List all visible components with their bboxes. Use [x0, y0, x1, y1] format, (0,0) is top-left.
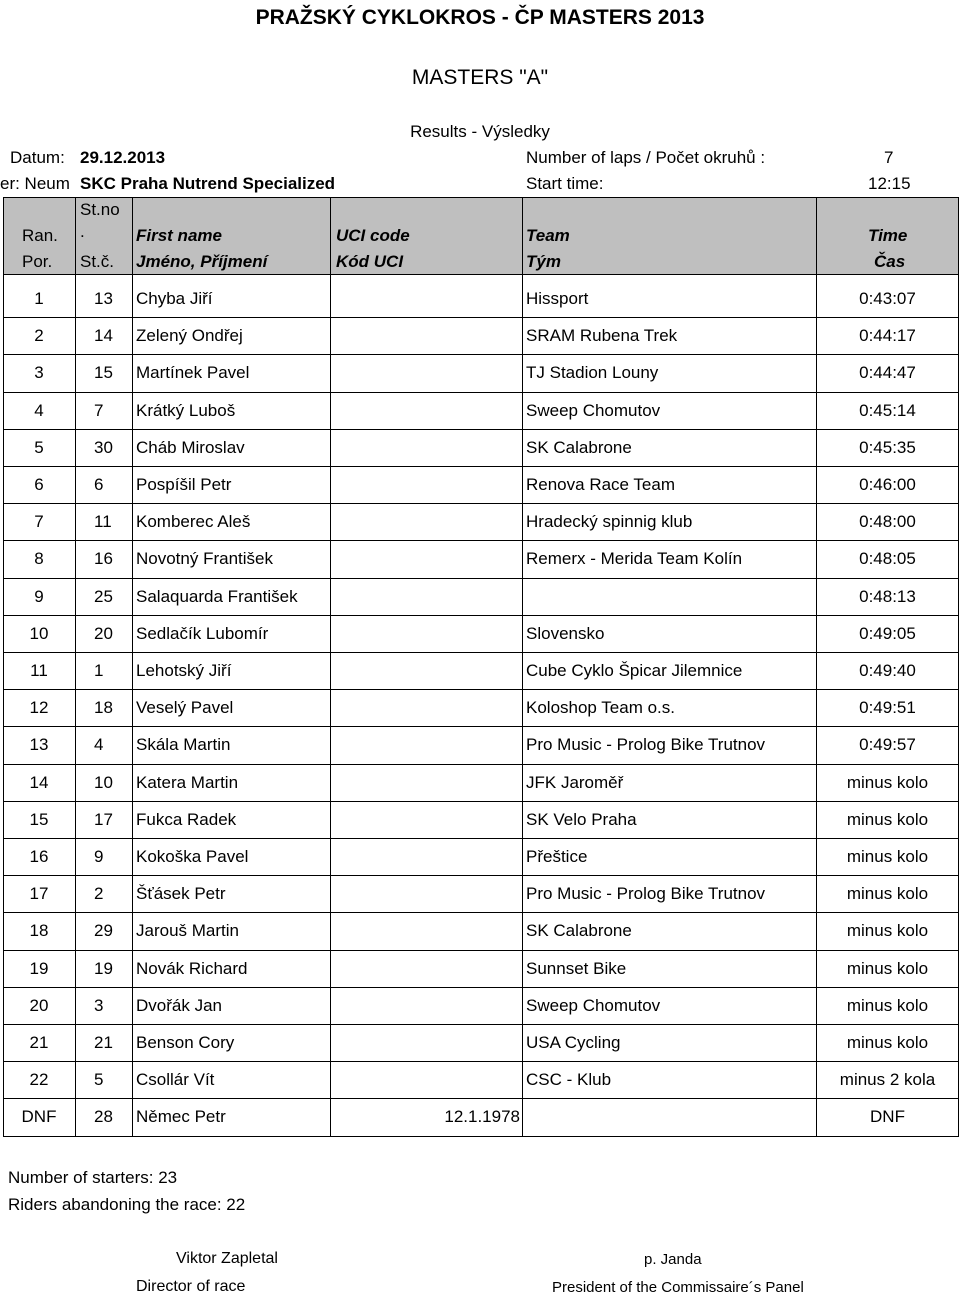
- rider-name-cell: Jarouš Martin: [136, 921, 239, 941]
- col-team-cz: Tým: [526, 252, 561, 271]
- col-team-en: Team: [526, 226, 570, 245]
- col-rank-cz: Por.: [22, 252, 53, 271]
- start-number-cell: 7: [94, 400, 104, 420]
- date-value: 29.12.2013: [80, 148, 166, 167]
- laps-label: Number of laps / Počet okruhů :: [526, 148, 766, 167]
- rank-cell: 10: [29, 623, 49, 643]
- rider-name-cell: Salaquarda František: [136, 586, 298, 606]
- start-value: 12:15: [868, 174, 911, 193]
- time-cell: minus kolo: [846, 809, 929, 829]
- time-cell: 0:48:00: [859, 512, 916, 532]
- team-cell: Renova Race Team: [526, 475, 675, 494]
- rank-cell: 20: [29, 995, 49, 1015]
- start-number-cell: 2: [94, 884, 104, 904]
- col-time-en: Time: [868, 226, 908, 245]
- col-no-cz: St.č.: [80, 252, 115, 271]
- start-label: Start time:: [526, 174, 604, 193]
- rank-cell: 7: [34, 512, 44, 532]
- team-cell: Sunnset Bike: [526, 958, 627, 978]
- starters-count: Number of starters: 23: [8, 1168, 178, 1187]
- time-cell: 0:48:05: [859, 549, 916, 569]
- time-cell: 0:46:00: [859, 475, 916, 494]
- column-divider: [75, 197, 76, 1137]
- rider-name-cell: Fukca Radek: [136, 809, 237, 829]
- rank-cell: 22: [29, 1070, 49, 1090]
- start-number-cell: 16: [94, 549, 113, 569]
- time-cell: minus kolo: [846, 847, 929, 866]
- rider-name-cell: Katera Martin: [136, 772, 239, 792]
- document-title: PRAŽSKÝ CYKLOKROS - ČP MASTERS 2013: [255, 6, 705, 29]
- start-number-cell: 6: [94, 475, 104, 494]
- rank-cell: 1: [34, 289, 44, 308]
- team-cell: USA Cycling: [526, 1033, 621, 1052]
- rider-name-cell: Dvořák Jan: [136, 995, 222, 1015]
- col-no-en-top: St.no: [80, 200, 120, 219]
- team-cell: SK Calabrone: [526, 921, 632, 941]
- start-number-cell: 18: [94, 698, 113, 718]
- rank-cell: 3: [34, 363, 44, 383]
- team-cell: Cube Cyklo Špicar Jilemnice: [526, 661, 743, 680]
- column-divider: [330, 197, 331, 1137]
- time-cell: 0:44:17: [859, 326, 916, 346]
- col-uci-en: UCI code: [336, 226, 410, 245]
- rider-name-cell: Novák Richard: [136, 958, 248, 978]
- rider-name-cell: Komberec Aleš: [136, 512, 251, 532]
- time-cell: minus kolo: [846, 1033, 929, 1052]
- team-cell: Slovensko: [526, 623, 605, 643]
- rank-cell: 4: [34, 400, 44, 420]
- start-number-cell: 21: [94, 1033, 113, 1052]
- rank-cell: 16: [29, 847, 49, 866]
- team-cell: Pro Music - Prolog Bike Trutnov: [526, 735, 766, 755]
- start-number-cell: 14: [94, 326, 113, 346]
- director-name: Viktor Zapletal: [176, 1250, 278, 1267]
- rank-cell: DNF: [21, 1107, 57, 1127]
- column-divider: [522, 197, 523, 1137]
- rank-cell: 17: [29, 884, 49, 904]
- team-cell: Hissport: [526, 289, 589, 308]
- team-cell: Koloshop Team o.s.: [526, 698, 675, 718]
- rider-name-cell: Krátký Luboš: [136, 400, 236, 420]
- rider-name-cell: Veselý Pavel: [136, 698, 234, 718]
- rank-cell: 19: [29, 958, 49, 978]
- start-number-cell: 29: [94, 921, 113, 941]
- rider-name-cell: Csollár Vít: [136, 1070, 215, 1090]
- col-rank-en: Ran.: [22, 226, 58, 245]
- start-number-cell: 13: [94, 289, 113, 308]
- rider-name-cell: Chyba Jiří: [136, 289, 213, 308]
- rank-cell: 2: [34, 326, 44, 346]
- director-role: Director of race: [136, 1278, 246, 1295]
- organizer-value: SKC Praha Nutrend Specialized: [80, 174, 336, 193]
- uci-code-cell: 12.1.1978: [444, 1107, 520, 1127]
- col-name-cz: Jméno, Příjmení: [136, 252, 268, 271]
- rider-name-cell: Šťásek Petr: [136, 884, 226, 904]
- start-number-cell: 25: [94, 586, 113, 606]
- start-number-cell: 9: [94, 847, 104, 866]
- rank-cell: 8: [34, 549, 44, 569]
- time-cell: DNF: [870, 1107, 905, 1127]
- col-name-en: First name: [136, 226, 222, 245]
- start-number-cell: 20: [94, 623, 113, 643]
- time-cell: minus kolo: [846, 995, 929, 1015]
- start-number-cell: 19: [94, 958, 113, 978]
- column-divider: [3, 197, 4, 1137]
- start-number-cell: 17: [94, 809, 113, 829]
- rider-name-cell: Novotný František: [136, 549, 273, 569]
- team-cell: Sweep Chomutov: [526, 995, 661, 1015]
- time-cell: minus 2 kola: [839, 1070, 936, 1090]
- start-number-cell: 28: [94, 1107, 113, 1127]
- rider-name-cell: Benson Cory: [136, 1033, 235, 1052]
- organizer-label: er: Neum: [0, 174, 70, 193]
- column-divider: [816, 197, 817, 1137]
- start-number-cell: 3: [94, 995, 104, 1015]
- commissaire-role: President of the Commissaire´s Panel: [552, 1279, 804, 1296]
- rank-cell: 18: [29, 921, 49, 941]
- time-cell: 0:48:13: [859, 586, 916, 606]
- time-cell: 0:45:35: [859, 437, 916, 457]
- time-cell: 0:43:07: [859, 289, 916, 308]
- rider-name-cell: Němec Petr: [136, 1107, 226, 1127]
- start-number-cell: 11: [94, 512, 112, 532]
- col-uci-cz: Kód UCI: [336, 252, 404, 271]
- team-cell: TJ Stadion Louny: [526, 363, 659, 383]
- rank-cell: 11: [30, 661, 48, 680]
- rank-cell: 9: [34, 586, 44, 606]
- team-cell: JFK Jaroměř: [526, 772, 624, 792]
- start-number-cell: 4: [94, 735, 104, 755]
- time-cell: 0:44:47: [859, 363, 916, 383]
- category-title: MASTERS "A": [411, 66, 549, 89]
- column-divider: [132, 197, 133, 1137]
- time-cell: minus kolo: [846, 958, 929, 978]
- time-cell: 0:49:51: [859, 698, 916, 718]
- laps-value: 7: [884, 148, 894, 167]
- start-number-cell: 15: [94, 363, 113, 383]
- start-number-cell: 30: [94, 437, 113, 457]
- time-cell: 0:49:05: [859, 623, 916, 643]
- time-cell: 0:49:40: [859, 661, 916, 680]
- rider-name-cell: Martínek Pavel: [136, 363, 250, 383]
- rank-cell: 6: [34, 475, 44, 494]
- rider-name-cell: Pospíšil Petr: [136, 475, 232, 494]
- time-cell: minus kolo: [846, 772, 929, 792]
- rider-name-cell: Skála Martin: [136, 735, 231, 755]
- team-cell: Pro Music - Prolog Bike Trutnov: [526, 884, 766, 904]
- rank-cell: 5: [34, 437, 44, 457]
- rank-cell: 13: [29, 735, 49, 755]
- team-cell: Přeštice: [526, 847, 588, 866]
- time-cell: 0:45:14: [859, 400, 916, 420]
- start-number-cell: 1: [94, 661, 104, 680]
- rank-cell: 15: [29, 809, 49, 829]
- team-cell: CSC - Klub: [526, 1070, 612, 1090]
- team-cell: Sweep Chomutov: [526, 400, 661, 420]
- col-no-en-bottom: .: [80, 222, 85, 241]
- start-number-cell: 5: [94, 1070, 104, 1090]
- rider-name-cell: Lehotský Jiří: [136, 661, 232, 680]
- column-divider: [958, 197, 959, 1137]
- rank-cell: 12: [29, 698, 49, 718]
- time-cell: minus kolo: [846, 884, 929, 904]
- start-number-cell: 10: [94, 772, 113, 792]
- rank-cell: 21: [29, 1033, 49, 1052]
- abandoning-count: Riders abandoning the race: 22: [8, 1195, 246, 1214]
- team-cell: Hradecký spinnig klub: [526, 512, 693, 532]
- rider-name-cell: Kokoška Pavel: [136, 847, 249, 866]
- table-top-border: [3, 197, 959, 198]
- team-cell: Remerx - Merida Team Kolín: [526, 549, 743, 569]
- team-cell: SK Velo Praha: [526, 809, 637, 829]
- rank-cell: 14: [29, 772, 49, 792]
- date-label: Datum:: [10, 148, 65, 167]
- commissaire-name: p. Janda: [644, 1251, 702, 1268]
- col-time-cz: Čas: [874, 252, 906, 271]
- rider-name-cell: Zelený Ondřej: [136, 326, 243, 346]
- time-cell: 0:49:57: [859, 735, 916, 755]
- results-label: Results - Výsledky: [410, 122, 550, 141]
- rider-name-cell: Cháb Miroslav: [136, 437, 245, 457]
- time-cell: minus kolo: [846, 921, 929, 941]
- rider-name-cell: Sedlačík Lubomír: [136, 623, 269, 643]
- team-cell: SK Calabrone: [526, 437, 632, 457]
- team-cell: SRAM Rubena Trek: [526, 326, 678, 346]
